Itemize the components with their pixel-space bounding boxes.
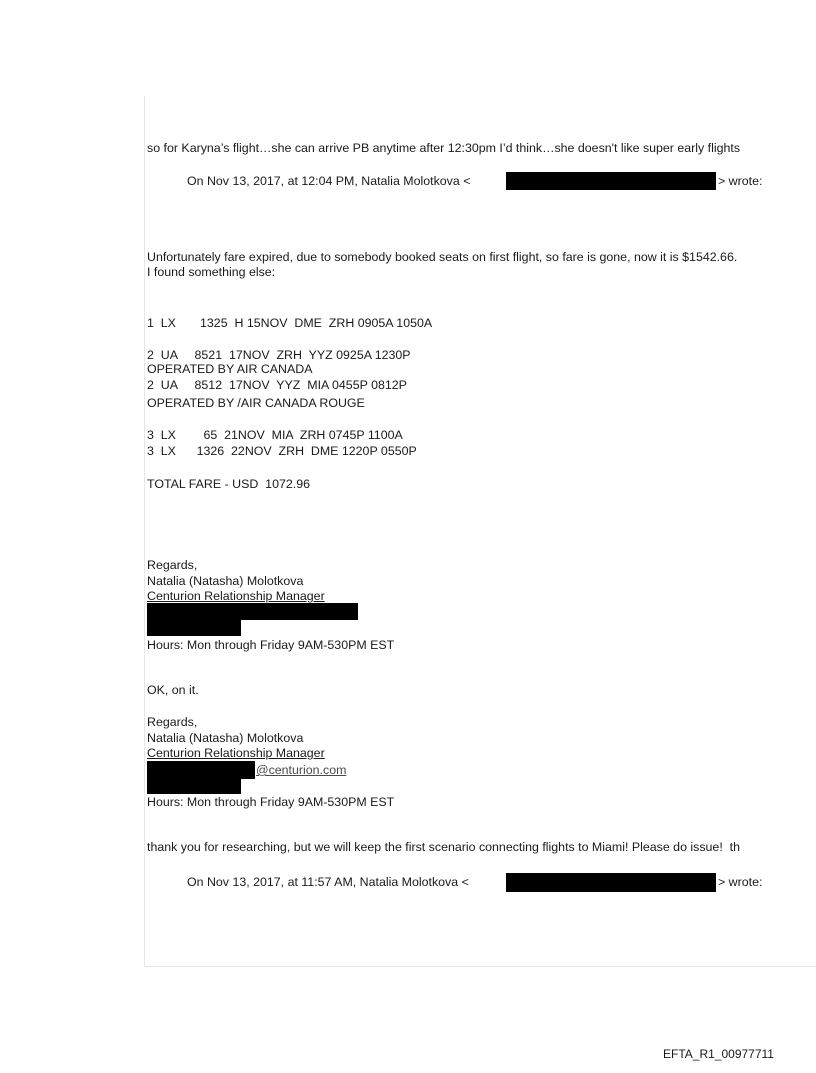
itinerary-line: 3 LX 1326 22NOV ZRH DME 1220P 0550P (147, 444, 417, 458)
itinerary-line: 1 LX 1325 H 15NOV DME ZRH 0905A 1050A (147, 316, 433, 330)
fare-expired-text: Unfortunately fare expired, due to somebody booked seats on first flight, so fare is gone, now it is $1542.66. (147, 250, 738, 264)
itinerary-line: OPERATED BY AIR CANADA (147, 362, 313, 376)
signature-title: Centurion Relationship Manager (147, 746, 325, 760)
found-else-text: I found something else: (147, 265, 276, 279)
itinerary-line: OPERATED BY /AIR CANADA ROUGE (147, 396, 365, 410)
itinerary-line: 2 UA 8521 17NOV ZRH YYZ 0925A 1230P (147, 348, 411, 362)
signature-regards: Regards, (147, 558, 198, 572)
reply-message-text: thank you for researching, but we will keep the first scenario connecting flights to Miami! Please do issue! th (147, 840, 740, 854)
quoted-header-2: On Nov 13, 2017, at 11:57 AM, Natalia Molotkova < (187, 875, 469, 889)
reply-message-text: so for Karyna’s flight…she can arrive PB anytime after 12:30pm I’d think…she doesn't like super early flights (147, 141, 741, 155)
quoted-header-1: On Nov 13, 2017, at 12:04 PM, Natalia Molotkova < (187, 174, 471, 188)
signature-hours: Hours: Mon through Friday 9AM-530PM EST (147, 795, 395, 809)
redacted-email-user (147, 761, 255, 779)
ok-message: OK, on it. (147, 683, 199, 697)
total-fare: TOTAL FARE - USD 1072.96 (147, 477, 310, 491)
redacted-contact-1 (147, 603, 358, 620)
redacted-contact-2 (147, 620, 241, 636)
redacted-email-1 (506, 172, 716, 190)
itinerary-line: 2 UA 8512 17NOV YYZ MIA 0455P 0812P (147, 378, 407, 392)
email-content-frame (144, 96, 816, 967)
signature-hours: Hours: Mon through Friday 9AM-530PM EST (147, 638, 395, 652)
signature-regards: Regards, (147, 715, 198, 729)
document-id: EFTA_R1_00977711 (663, 1047, 774, 1061)
signature-title: Centurion Relationship Manager (147, 589, 325, 603)
signature-name: Natalia (Natasha) Molotkova (147, 731, 304, 745)
redacted-contact-3 (147, 779, 241, 794)
quoted-header-1-wrote: > wrote: (718, 174, 763, 188)
signature-name: Natalia (Natasha) Molotkova (147, 574, 304, 588)
itinerary-line: 3 LX 65 21NOV MIA ZRH 0745P 1100A (147, 428, 403, 442)
email-domain-link[interactable]: @centurion.com (256, 763, 347, 777)
quoted-header-2-wrote: > wrote: (718, 875, 763, 889)
redacted-email-2 (506, 873, 716, 892)
